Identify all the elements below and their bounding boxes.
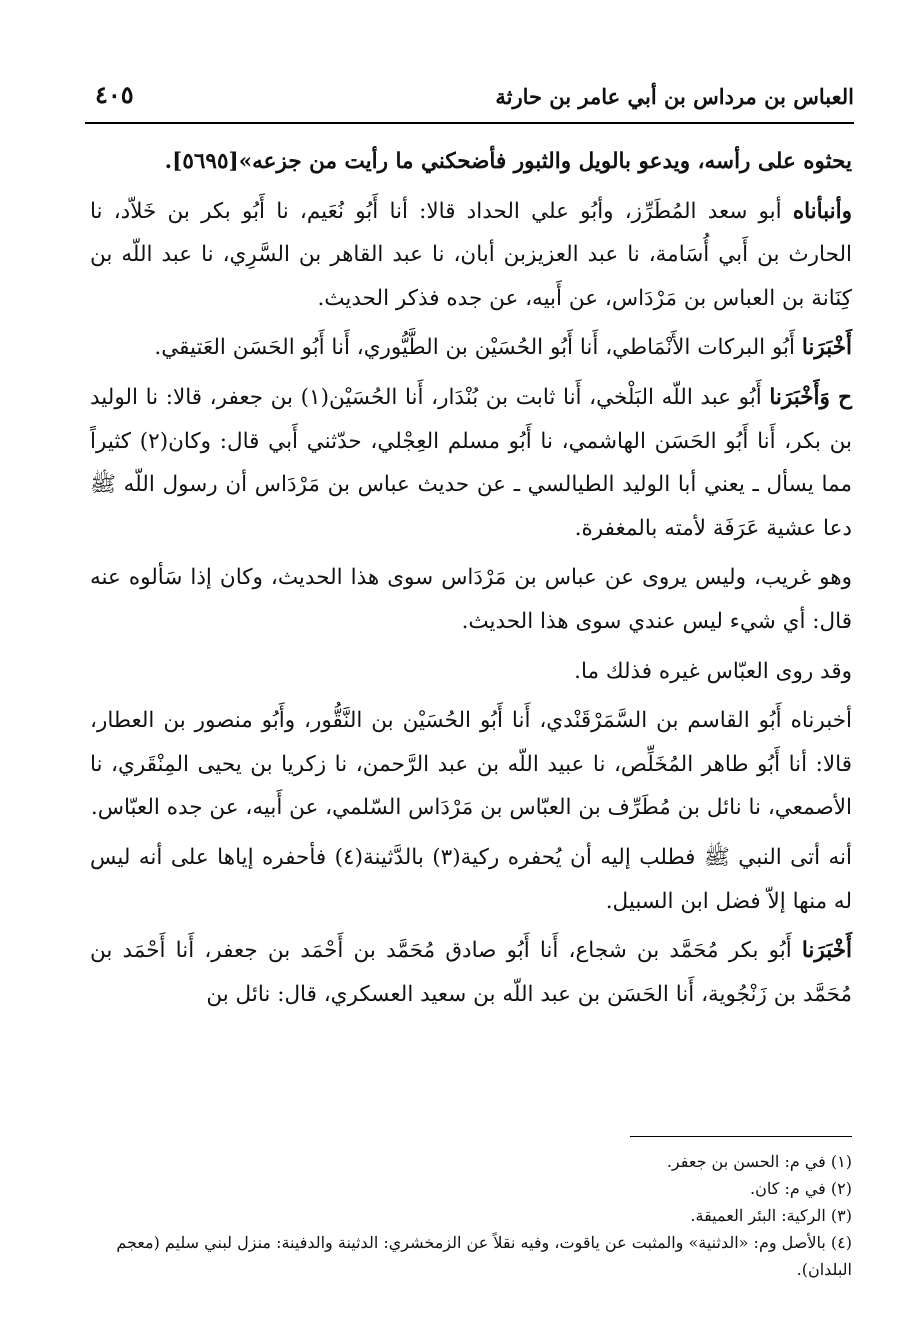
paragraph — [90, 556, 852, 643]
paragraph — [90, 836, 852, 923]
running-title: العباس بن مرداس بن أبي عامر بن حارثة — [495, 84, 854, 109]
paragraph — [90, 699, 852, 830]
paragraph — [90, 140, 852, 184]
footnote: (١) في م: الحسن بن جعفر. — [666, 1152, 852, 1171]
page-header — [95, 80, 854, 120]
paragraph-text: وقد روى العبّاس غيره فذلك ما. — [574, 658, 852, 684]
main-text — [90, 140, 852, 1016]
isnad-keyword: أَخْبَرَنا — [801, 938, 852, 964]
paragraph-text: يحثوه على رأسه، ويدعو بالويل والثبور فأضحكني ما رأيت من جزعه»[٥٦٩٥]. — [164, 149, 852, 174]
paragraph-text: أَبُو البركات الأَنْمَاطي، أَنا أَبُو الحُسَيْن بن الطَّيُّوري، أَنا أَبُو الحَسَن العَتيقي. — [154, 335, 802, 361]
paragraph-text: أَبُو عبد اللّه البَلْخي، أَنا ثابت بن بُنْدَار، أَنا الحُسَيْن(١) بن جعفر، قالا: نا الوليد بن بكر، أَنا أَبُو الحَسَن الهاشمي، نا أَبُو مسلم العِجْلي، حدّثني أَبي قال: وكان(٢) كثيراً مما يسأل ـ يعني أبا الوليد الطيالسي ـ عن حديث عباس بن مَرْدَاس أن رسول اللّه ﷺ دعا عشية عَرَفَة لأمته بالمغفرة. — [90, 384, 852, 541]
footnote-rule — [630, 1136, 852, 1137]
isnad-keyword: أَخْبَرَنا — [801, 335, 852, 361]
footnote: (٣) الركية: البئر العميقة. — [690, 1206, 852, 1225]
paragraph — [90, 929, 852, 1016]
paragraph — [90, 326, 852, 370]
footnotes — [85, 1148, 852, 1283]
isnad-keyword: وأنبأناه — [792, 198, 852, 224]
isnad-keyword: ح وَأَخْبَرَنا — [769, 384, 852, 410]
paragraph-text: أنه أتى النبي ﷺ فطلب إليه أن يُحفره ركية(٣) بالدَّثينة(٤) فأحفره إياها على أنه ليس له منها إلاّ فضل ابن السبيل. — [90, 844, 852, 914]
paragraph — [90, 190, 852, 321]
paragraph-text: أخبرناه أَبُو القاسم بن السَّمَرْقَنْدي، أَنا أَبُو الحُسَيْن بن النَّقُّور، وأَبُو منصور بن العطار، قالا: أنا أَبُو طاهر المُخَلِّص، نا عبيد اللّه بن عبد الرَّحمن، نا زكريا بن يحيى المِنْقَري، نا الأصمعي، نا نائل بن مُطَرِّف بن العبّاس بن مَرْدَاس السّلمي، عن أَبيه، عن جده العبّاس. — [90, 708, 852, 821]
header-rule — [85, 122, 854, 124]
footnote: (٤) بالأصل وم: «الدثنية» والمثبت عن ياقوت، وفيه نقلاً عن الزمخشري: الدثينة والدفينة: منزل لبني سليم (معجم البلدان). — [116, 1233, 852, 1279]
paragraph — [90, 376, 852, 550]
paragraph-text: أَبُو بكر مُحَمَّد بن شجاع، أَنا أَبُو صادق مُحَمَّد بن أَحْمَد بن جعفر، أَنا أَحْمَد بن مُحَمَّد بن زَنْجُوية، أَنا الحَسَن بن عبد اللّه بن سعيد العسكري، قال: نائل بن — [90, 938, 852, 1007]
paragraph — [90, 650, 852, 694]
footnote: (٢) في م: كان. — [750, 1179, 852, 1198]
page-number: ٤٠٥ — [95, 80, 134, 109]
paragraph-text: أبو سعد المُطَرِّز، وأبُو علي الحداد قالا: أنا أَبُو نُعَيم، نا أَبُو بكر بن خَلاّد، نا الحارث بن أَبي أُسَامة، نا عبد العزيزبن أبان، نا عبد القاهر بن السَّرِي، نا عبد اللّه بن كِنَانة بن العباس بن مَرْدَاس، عن أَبيه، عن جده فذكر الحديث. — [90, 198, 852, 311]
paragraph-text: وهو غريب، وليس يروى عن عباس بن مَرْدَاس سوى هذا الحديث، وكان إذا سَألوه عنه قال: أي شيء ليس عندي سوى هذا الحديث. — [90, 565, 852, 634]
